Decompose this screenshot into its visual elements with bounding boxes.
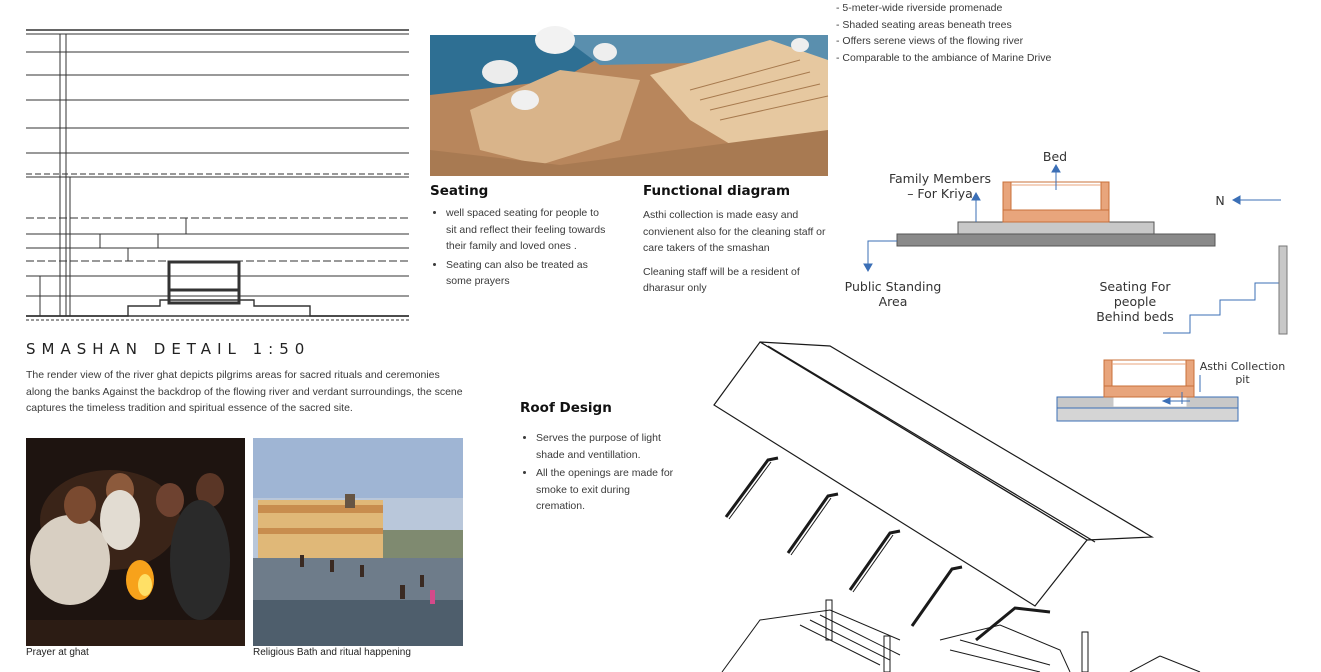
label-seating-behind-beds: Seating For people Behind beds <box>1096 279 1174 324</box>
label-family-members: Family Members – For Kriya <box>888 171 992 201</box>
smashan-section-drawing <box>26 30 409 320</box>
promenade-notes <box>836 0 1136 66</box>
promenade-note: - Offers serene views of the flowing river <box>836 35 1024 47</box>
promenade-note: - Comparable to the ambiance of Marine Drive <box>836 51 1052 64</box>
photo-prayer-at-ghat <box>26 438 245 646</box>
functional-para-2: Cleaning staff will be a resident of dharasur only <box>643 265 800 294</box>
functional-heading: Functional diagram <box>643 183 791 199</box>
seating-bullets <box>430 205 610 290</box>
roof-section <box>520 400 680 517</box>
smashan-detail-description: The render view of the river ghat depicts pilgrims areas for sacred rituals and ceremonies along the banks Against the backdrop of the flowing river and verdant surroundings, the scene captures the timeless tradition and spiritual essence of the sacred site. <box>26 369 463 414</box>
smashan-detail-title: SMASHAN DETAIL 1:50 <box>26 340 311 358</box>
roof-bullets <box>520 430 680 515</box>
functional-para-1: Asthi collection is made easy and convienent also for the cleaning staff or care takers of the smashan <box>643 209 826 254</box>
seating-bullet: • Seating can also be treated as some prayers <box>446 257 610 290</box>
caption-prayer: Prayer at ghat <box>26 647 89 658</box>
functional-section <box>643 183 833 297</box>
seating-bullet: • well spaced seating for people to sit and reflect their feeling towards their family and loved ones . <box>446 205 610 255</box>
label-asthi-collection: Asthi Collection pit <box>1199 360 1286 386</box>
roof-bullet: • All the openings are made for smoke to exit during cremation. <box>536 465 680 515</box>
promenade-note: - Shaded seating areas beneath trees <box>836 18 1012 31</box>
promenade-note: - 5-meter-wide riverside promenade <box>836 2 1003 14</box>
caption-bath: Religious Bath and ritual happening <box>253 647 411 658</box>
ghat-model-render <box>430 26 828 176</box>
roof-bullet: • Serves the purpose of light shade and ventillation. <box>536 430 680 463</box>
seating-heading: Seating <box>430 183 489 199</box>
label-north: N <box>1215 193 1225 208</box>
photo-religious-bath <box>253 438 463 646</box>
label-bed: Bed <box>1042 149 1068 164</box>
seating-section <box>430 183 610 292</box>
label-public-standing: Public Standing Area <box>844 279 942 309</box>
roof-heading: Roof Design <box>520 400 612 416</box>
